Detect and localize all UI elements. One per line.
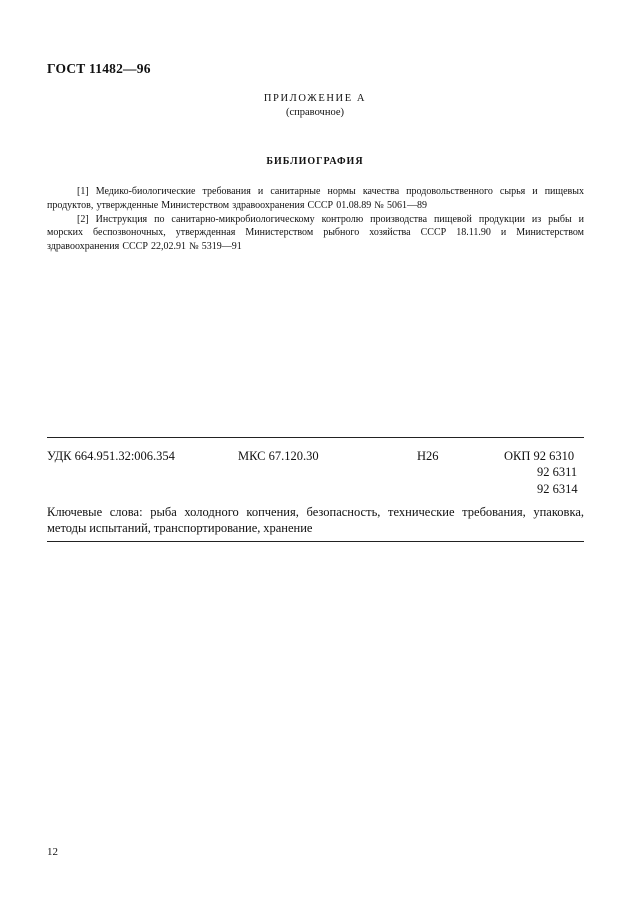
bibliography-ref-1: [1] Медико-биологические требования и санитарные нормы качества продовольственного сырья и пищевых продуктов, утвержденные Министерством здравоохранения СССР 01.08.89 № 5061—89: [47, 186, 584, 211]
udk-code: УДК 664.951.32:006.354: [47, 449, 175, 463]
okp-additional-codes: [537, 464, 578, 497]
group-code: Н26: [417, 449, 439, 463]
okp-code-3: 92 6314: [537, 481, 578, 496]
okp-code-2: 92 6311: [537, 465, 578, 479]
document-id: ГОСТ 11482—96: [47, 61, 151, 76]
appendix-header: [0, 92, 630, 120]
appendix-subtitle: (справочное): [286, 107, 344, 118]
bibliography-ref-2: [2] Инструкция по санитарно-микробиологическому контролю производства пищевой продукции из рыбы и морских беспозвоночных, утвержденная Министерством рыбного хозяйства СССР 18.11.90 и Министерством здравоохранения СССР 22,02.91 № 5319—91: [47, 213, 584, 252]
divider-top: [47, 437, 584, 438]
page-number: 12: [47, 846, 58, 858]
appendix-title: ПРИЛОЖЕНИЕ А: [263, 93, 367, 104]
bibliography-heading: БИБЛИОГРАФИЯ: [266, 156, 364, 167]
keywords-text: Ключевые слова: рыба холодного копчения, безопасность, технические требования, упаковка, методы испытаний, транспортирование, хранение: [47, 505, 584, 535]
divider-bottom: [47, 541, 584, 542]
mks-code: МКС 67.120.30: [238, 449, 319, 463]
okp-code: ОКП 92 6310: [504, 449, 575, 463]
bibliography-list: [47, 185, 584, 254]
